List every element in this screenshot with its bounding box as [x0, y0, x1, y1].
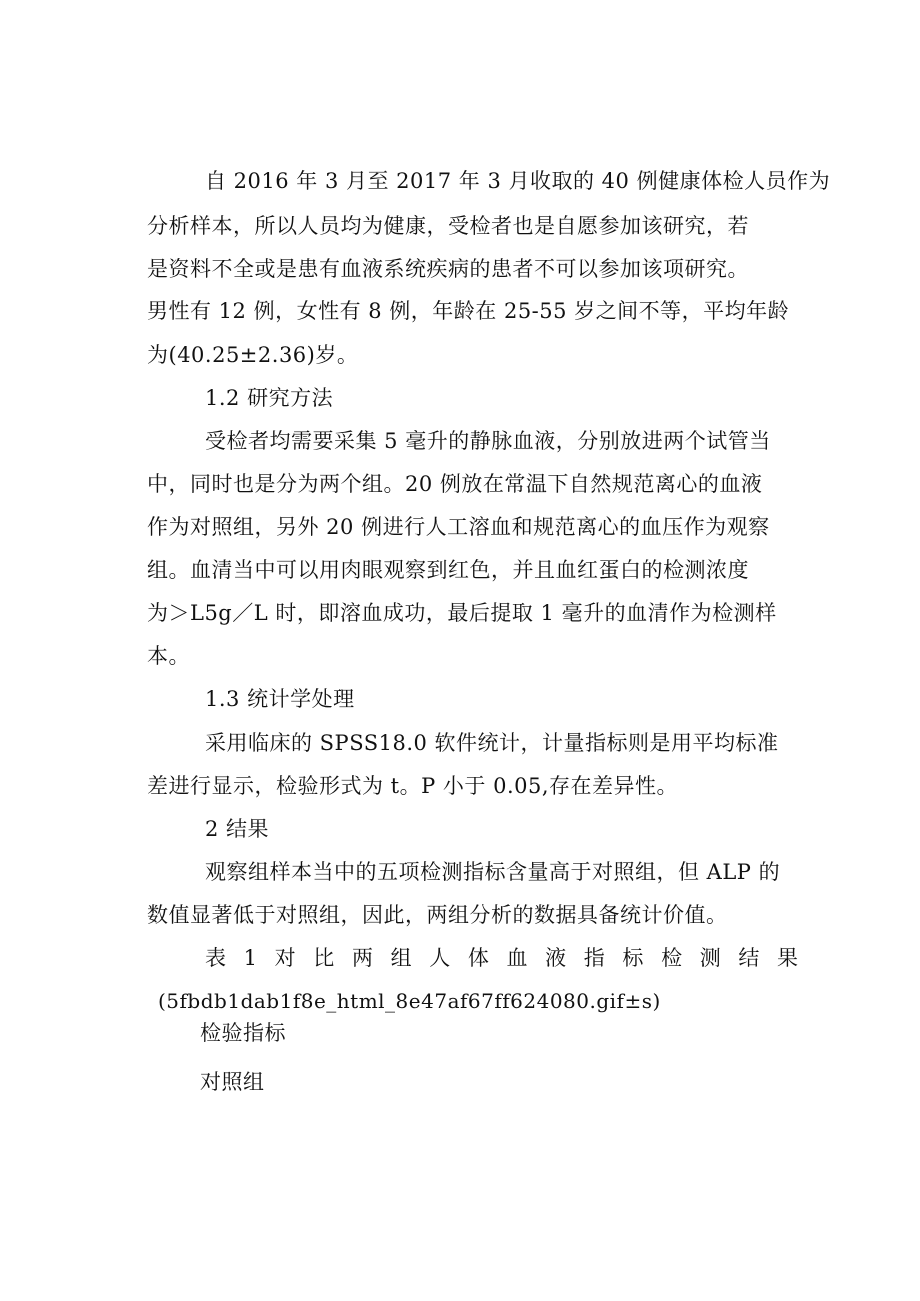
table-header-indicator: 检验指标 [200, 1021, 286, 1045]
caption-char: 血 [506, 946, 528, 970]
paragraph-1-line-4: 男性有 12 例，女性有 8 例，年龄在 25-55 岁之间不等，平均年龄 [147, 299, 790, 323]
caption-char: 对 [274, 946, 296, 970]
caption-char: 组 [390, 946, 412, 970]
caption-char: 果 [776, 946, 798, 970]
paragraph-2-line-2: 中，同时也是分为两个组。20 例放在常温下自然规范离心的血液 [147, 472, 763, 496]
table-header-control-group: 对照组 [200, 1070, 265, 1094]
table-caption-reference: (5fbdb1dab1f8e_html_8e47af67ff624080.gif±s) [158, 989, 661, 1013]
paragraph-3-line-2: 差进行显示，检验形式为 t。P 小于 0.05,存在差异性。 [147, 774, 679, 798]
paragraph-2-line-6: 本。 [147, 644, 190, 668]
caption-char: 人 [429, 946, 451, 970]
paragraph-1-line-1: 自 2016 年 3 月至 2017 年 3 月收取的 40 例健康体检人员作为 [205, 169, 831, 193]
table-caption [205, 943, 798, 973]
paragraph-4-line-1: 观察组样本当中的五项检测指标含量高于对照组，但 ALP 的 [205, 860, 781, 884]
caption-char: 体 [467, 946, 489, 970]
caption-char: 1 [243, 946, 258, 970]
caption-char: 指 [583, 946, 605, 970]
paragraph-1-line-3: 是资料不全或是患有血液系统疾病的患者不可以参加该项研究。 [147, 257, 749, 281]
section-heading-1-3: 1.3 统计学处理 [205, 687, 355, 711]
paragraph-2-line-3: 作为对照组，另外 20 例进行人工溶血和规范离心的血压作为观察 [147, 515, 770, 539]
caption-char: 结 [738, 946, 760, 970]
caption-char: 两 [351, 946, 373, 970]
paragraph-1-line-5: 为(40.25±2.36)岁。 [147, 343, 359, 367]
paragraph-2-line-5: 为＞L5g／L 时，即溶血成功，最后提取 1 毫升的血清作为检测样 [147, 601, 777, 625]
caption-char: 检 [661, 946, 683, 970]
section-heading-1-2: 1.2 研究方法 [205, 386, 334, 410]
paragraph-2-line-4: 组。血清当中可以用肉眼观察到红色，并且血红蛋白的检测浓度 [147, 558, 749, 582]
caption-char: 比 [313, 946, 335, 970]
section-heading-2: 2 结果 [205, 817, 270, 841]
paragraph-2-line-1: 受检者均需要采集 5 毫升的静脉血液，分别放进两个试管当 [205, 429, 771, 453]
caption-char: 表 [205, 946, 226, 970]
caption-char: 标 [622, 946, 644, 970]
paragraph-1-line-2: 分析样本，所以人员均为健康，受检者也是自愿参加该研究，若 [147, 214, 749, 238]
paragraph-4-line-2: 数值显著低于对照组，因此，两组分析的数据具备统计价值。 [147, 903, 728, 927]
paragraph-3-line-1: 采用临床的 SPSS18.0 软件统计，计量指标则是用平均标准 [205, 731, 779, 755]
caption-char: 测 [699, 946, 721, 970]
caption-char: 液 [545, 946, 567, 970]
